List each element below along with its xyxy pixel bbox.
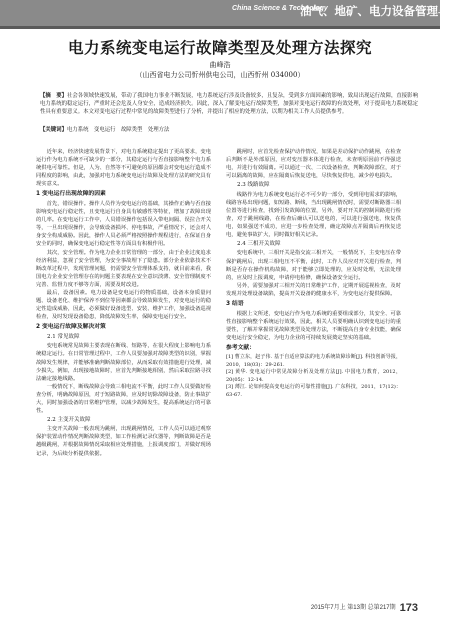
header-divider [0, 26, 440, 29]
body-paragraph: 近年来，经济快速发展背景下，对电力系统稳定提出了更高要求，变电运行作为电力系统不可缺少的一部分，其稳定运行与否直接影响整个电力系统供电可靠性。但是，人为、自然等不可避免的原因都会对变电运行造成不同程度的影响，由此，加强对电力系统变电运行故障及处理方法的研究具有现实意义。 [36, 149, 211, 188]
section-heading: 2 变电运行故障及解决对策 [36, 323, 106, 330]
journal-header [0, 0, 473, 26]
reference-item: [2] 黄华. 变电运行中常见故障分析及处理方法[J]. 中国电力教育，2012，20(05)：12-14. [226, 369, 401, 383]
body-paragraph: 其次，安全管理。作为电力企业日常管理的一部分，由于企业过度追求经济利益，忽视了安全管理，为安全事故埋下了隐患。部分企业依靠技术不断改革过程中，发现管理问题，仍需要安全管理体系支持，就目前来看，我国电力企业安全管理存在的问题主要表现在安全意识淡薄、安全管理制度不完善、监督力度不够等方面，需要及时改进。 [36, 249, 211, 288]
body-paragraph: 主变开关故障一般表现为跳闸，出现跳闸情况，工作人员可以通过观察保护装置动作情况判断故障类型，如工作检测记录仪器等，判断故障是否是越级跳闸，并根据故障情况采取相应处理措施，上报调度部门，并做好现场记录，为后续分析提供依据。 [36, 426, 211, 457]
references-heading: 参考文献： [226, 344, 255, 351]
keywords [40, 126, 418, 134]
journal-name: China Science & Technology [232, 5, 328, 12]
issue-info: 2015年7月上 第13期 总第217期 [310, 605, 396, 611]
article-author: 曲峰浩 [209, 61, 231, 69]
keywords-label: 【关键词】 [40, 127, 67, 133]
section-heading: 1 变电运行出现故障的因素 [36, 191, 106, 198]
body-paragraph: 最后，设备因素。电力设备是变电运行的物质基础，设备本身质量问题、设备老化、维护保养不到位等因素都会导致故障发生，对变电运行的稳定性造成威胁，因此，必须做好设备选型、安装、维护工作，加强设备巡视检查，及时发现设备隐患，降低故障发生率，保障变电运行安全。 [36, 289, 211, 320]
body-paragraph: 根据上文所述，变电运行作为电力系统的重要组成部分，其安全、可靠性直接影响整个系统运行效果，因此，相关人员要明确认识到变电运行的重要性，了解并掌握常见故障类型及处理方法，不断提高自身专业技能，确保变电运行安全稳定，为电力企业的可持续发展奠定坚实的基础。 [226, 310, 401, 341]
body-column-right [226, 148, 401, 400]
body-paragraph: 首先，错误操作。操作人员作为变电运行的基础，其操作正确与否直接影响变电运行稳定性，且变电运行自身具有敏感性等特征，增加了故障出现的几率。在变电运行工作中，人员错误操作包括误入带电间隔、误拉合开关等，一旦出现误操作，会导致设备损坏、停电事故，严重情况下，还会对人身安全构成威胁。因此，操作人员必须严格按照操作规程进行，在保证自身安全的同时，确保变电运行稳定性等方面具有积极作用。 [36, 201, 211, 248]
reference-item: [3] 薄江. 论如何提高变电运行的可靠性措施[J]. 广东科技，2011，17(12)：63-67. [226, 384, 401, 398]
article-title: 电力系统变电运行故障类型及处理方法探究 [67, 39, 372, 57]
subsection-heading: 2.4 三相开关故障 [237, 240, 281, 247]
abstract [40, 92, 418, 117]
abstract-label: 【摘 要】 [40, 93, 67, 99]
page-number: 173 [399, 602, 418, 614]
keywords-text: 电力系统 变电运行 故障类型 处理方法 [66, 127, 170, 133]
abstract-text: 社会各领域快速发展，带动了我国电力事业不断发展，电力系统运行涉及设备较多，且复杂，受到多方面因素的影响，致局出现运行故障，直接影响电力系统的稳定运行，严重时还会危及人身安全，造成经济损失。因此，深入了解变电运行故障类型，加强对变电运行故障的有效处理，对于提高电力系统稳定性具有重要意义。本文对变电运行过程中常见的故障类型进行了分析，并提出了相应的处理方法，以期为相关工作人员提供参考。 [40, 93, 418, 116]
subsection-heading: 2.1 常见故障 [47, 333, 80, 340]
page-footer [311, 602, 418, 614]
subsection-heading: 2.3 线路故障 [237, 182, 270, 189]
body-paragraph: 线路作为电力系统变电运行必不可少的一部分，受到用电需求的影响，线路容易出现问题，如短路、断线，当出现跳闸情况时，需要对断路器三相位置等进行检查，找到引发故障的位置，另外，要对开关的控制回路进行检查，对于跳闸线路，在检查后确认可以送电的，可以进行强送电，恢复供电，如果强送不成功，应进一步检查处理，确定故障点并隔离后再恢复送电，避免事故扩大，同时做好相关记录。 [226, 191, 401, 238]
body-paragraph: 跳闸时，应首先检查保护动作情况，如果是差动保护动作跳闸，在检查后判断不是外部原因，应对变压器本体进行检查，未查明原因前不得强送电，并进行有效隔离。可以通过一次、二次设备检查，判断故障部位，对于可以隔离的故障，应在隔离后恢复送电，尽快恢复供电，减少停电损失。 [226, 149, 401, 180]
body-paragraph: 变电系统中，三相开关是指交流三相开关，一般情况下，主变电压在带保护跳闸后，出现三相电压不平衡，此时，工作人员应对开关进行检查，判断是否存在操作机构故障，对于能够立即处理的，应及时处理，无法处理的，应及时上报调度，申请停电检修，确保设备安全运行。 [226, 250, 401, 281]
body-paragraph: 另外，需要加强对三相开关的日常维护工作，定期开展巡视检查，及时发现并处理设备缺陷，提高开关设备的健康水平，为变电运行提供保障。 [226, 282, 401, 297]
author-affiliation: （山西省电力公司忻州供电公司，山西忻州 034000） [135, 71, 305, 79]
column-title: 油气、地矿、电力设备管理与技术 [300, 4, 473, 18]
body-paragraph: 一般情况下，断线故障会导致三相电流不平衡，此时工作人员要做好检查分析，明确故障原因，对于短路故障，应及时切除故障设备，防止事故扩大，同时加强设备的日常维护管理，以减少故障发生，提高系统运行的可靠性。 [36, 383, 211, 414]
section-heading: 3 结语 [226, 300, 244, 307]
body-paragraph: 变电系统常见故障主要表现在断线、短路等，在很大程度上影响电力系统稳定运行。在日常管理过程中，工作人员要加强对故障类型的识别，掌握故障发生规律，并能够准确判断故障部位，从而采取有效措施进行处理，减少损失。例如，出现接地故障时，应首先判断接地相别，然后采取拉路寻找法确定接地线路。 [36, 343, 211, 382]
body-column-left [36, 148, 211, 458]
subsection-heading: 2.2 主变开关故障 [47, 416, 91, 423]
reference-item: [1] 曹立东，赵子伟. 基于自适应算法的电力系统故障诊断[J]. 科技创新导报，2010，18(03)：29-261. [226, 353, 401, 368]
